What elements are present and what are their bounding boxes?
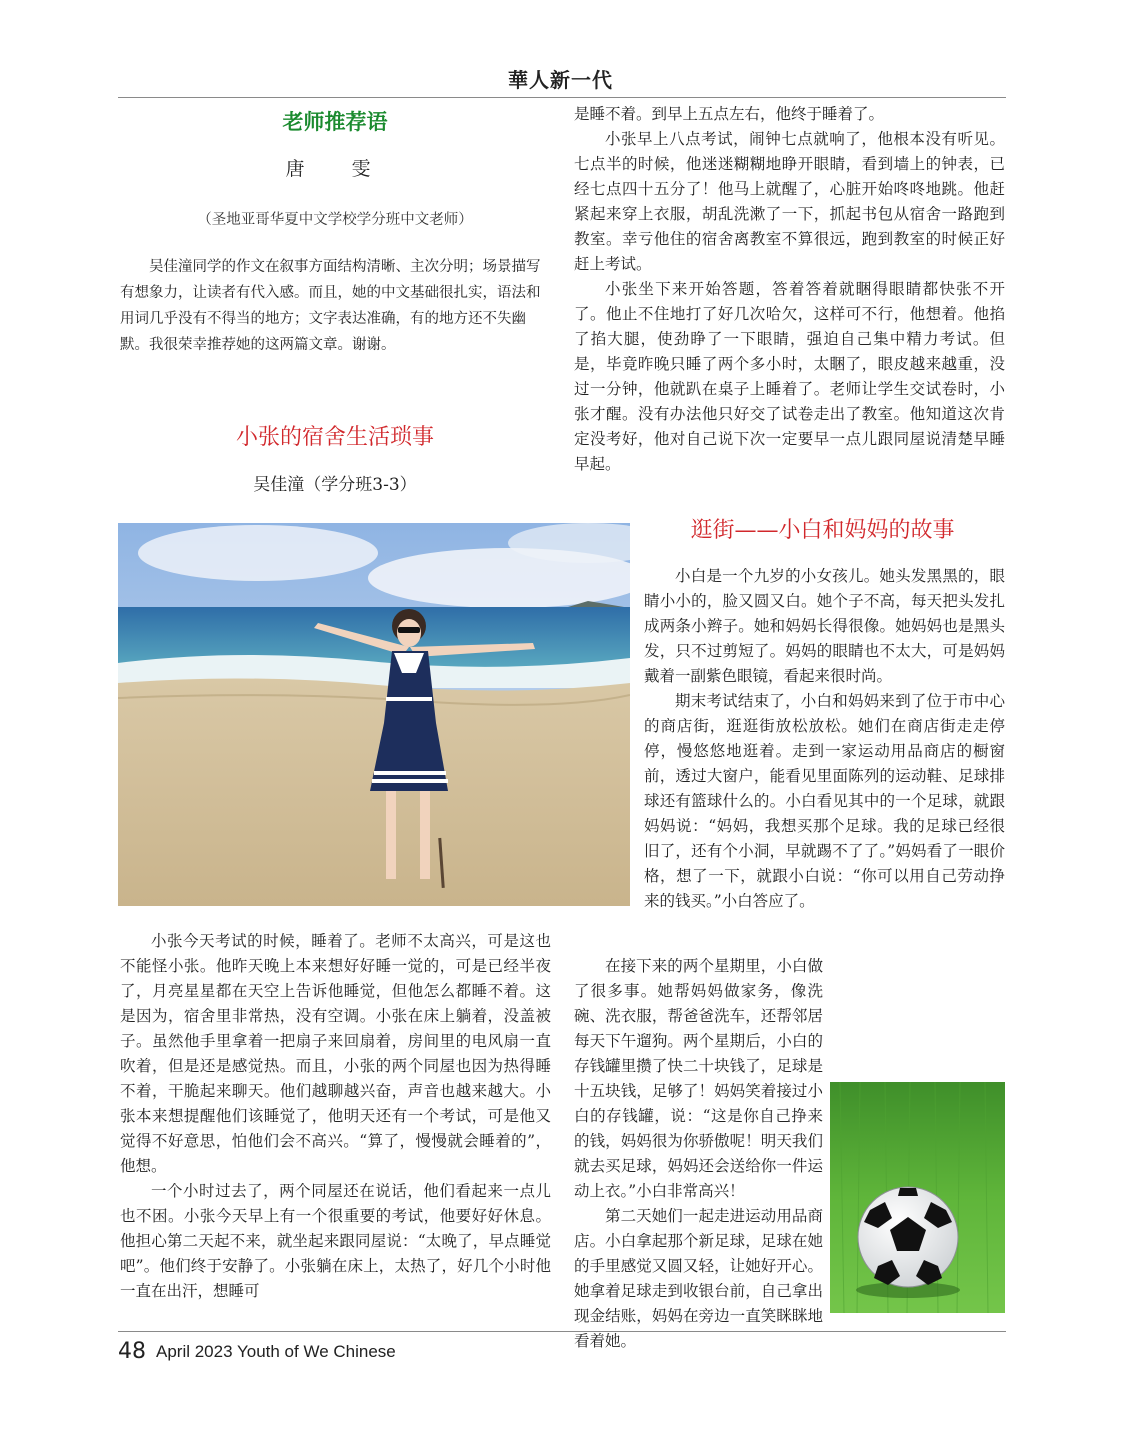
article1-paragraph: 小张坐下来开始答题，答着答着就睏得眼睛都快张不开了。他止不住地打了好几次哈欠，这样可不行，他想着。他掐了掐大腿，使劲睁了一下眼睛，强迫自己集中精力考试。但是，毕竟昨晚只睡了两个多小时，太睏了，眼皮越来越重，没过一分钟，他就趴在桌子上睡着了。老师让学生交试卷时，小张才醒。没有办法他只好交了试卷走出了教室。他知道这次肯定没考好，他对自己说下次一定要早一点儿跟同屋说清楚早睡早起。 bbox=[574, 280, 1005, 473]
footer-publication: April 2023 Youth of We Chinese bbox=[156, 1342, 396, 1361]
footer-rule bbox=[118, 1331, 1006, 1332]
article2-paragraph: 期末考试结束了，小白和妈妈来到了位于市中心的商店街，逛逛街放松放松。她们在商店街走走停停，慢悠悠地逛着。走到一家运动用品商店的橱窗前，透过大窗户，能看见里面陈列的运动鞋、足球排球还有篮球什么的。小白看见其中的一个足球，就跟妈妈说：“妈妈，我想买那个足球。我的足球已经很旧了，还有个小洞，早就踢不了了。”妈妈看了一眼价格，想了一下，就跟小白说：“你可以用自己劳动挣来的钱买。”小白答应了。 bbox=[644, 692, 1005, 910]
article1-right-column bbox=[574, 102, 1005, 477]
beach-photo bbox=[118, 523, 630, 906]
beach-photo-image bbox=[118, 523, 630, 906]
article1-paragraph: 小张早上八点考试，闹钟七点就响了，他根本没有听见。七点半的时候，他迷迷糊糊地睁开眼睛，看到墙上的钟表，已经七点四十五分了！他马上就醒了，心脏开始咚咚地跳。他赶紧起来穿上衣服，胡乱洗漱了一下，抓起书包从宿舍一路跑到教室。幸亏他住的宿舍离教室不算很远，跑到教室的时候正好赶上考试。 bbox=[574, 130, 1005, 273]
teacher-recommendation-body bbox=[120, 254, 550, 358]
teacher-recommendation-heading: 老师推荐语 bbox=[282, 110, 388, 134]
teacher-recommendation-text: 吴佳潼同学的作文在叙事方面结构清晰、主次分明；场景描写有想象力，让读者有代入感。而且，她的中文基础很扎实，语法和用词几乎没有不得当的地方；文字表达准确，有的地方还不失幽默。我很荣幸推荐她的这两篇文章。谢谢。 bbox=[120, 259, 541, 353]
article1-paragraph: 是睡不着。到早上五点左右，他终于睡着了。 bbox=[574, 105, 885, 123]
article2-title: 逛街——小白和妈妈的故事 bbox=[690, 518, 955, 543]
article1-paragraph: 小张今天考试的时候，睡着了。老师不太高兴，可是这也不能怪小张。他昨天晚上本来想好好睡一觉的，可是已经半夜了，月亮星星都在天空上告诉他睡觉，但他怎么都睡不着。这是因为，宿舍里非常热，没有空调。小张在床上躺着，没盖被子。虽然他手里拿着一把扇子来回扇着，房间里的电风扇一直吹着，但是还是感觉热。而且，小张的两个同屋也因为热得睡不着，干脆起来聊天。他们越聊越兴奋，声音也越来越大。小张本来想提醒他们该睡觉了，他明天还有一个考试，可是他又觉得不好意思，怕他们会不高兴。“算了，慢慢就会睡着的”，他想。 bbox=[120, 932, 551, 1175]
soccer-ball-photo bbox=[830, 1082, 1005, 1313]
article2-upper-column bbox=[644, 564, 1005, 914]
teacher-affiliation: （圣地亚哥华夏中文学校学分班中文老师） bbox=[197, 212, 473, 228]
article1-title: 小张的宿舍生活琐事 bbox=[235, 425, 434, 450]
magazine-header-title: 華人新一代 bbox=[508, 68, 613, 92]
article2-paragraph: 在接下来的两个星期里，小白做了很多事。她帮妈妈做家务，像洗碗、洗衣服，帮爸爸洗车，还帮邻居每天下午遛狗。两个星期后，小白的存钱罐里攒了快二十块钱了，足球是十五块钱，足够了！妈妈笑着接过小白的存钱罐，说：“这是你自己挣来的钱，妈妈很为你骄傲呢！明天我们就去买足球，妈妈还会送给你一件运动上衣。”小白非常高兴！ bbox=[574, 957, 823, 1200]
header-rule bbox=[118, 97, 1006, 98]
article1-left-column bbox=[120, 929, 551, 1304]
article2-paragraph: 第二天她们一起走进运动用品商店。小白拿起那个新足球，足球在她的手里感觉又圆又轻，让她好开心。她拿着足球走到收银台前，自己拿出现金结账，妈妈在旁边一直笑眯眯地看着她。 bbox=[574, 1207, 823, 1350]
article1-author: 吴佳潼（学分班3-3） bbox=[253, 475, 417, 495]
article2-paragraph: 小白是一个九岁的小女孩儿。她头发黑黑的，眼睛小小的，脸又圆又白。她个子不高，每天把头发扎成两条小辫子。她和妈妈长得很像。她妈妈也是黑头发，只不过剪短了。妈妈的眼睛也不太大，可是妈妈戴着一副紫色眼镜，看起来很时尚。 bbox=[644, 567, 1005, 685]
teacher-name: 唐 雯 bbox=[285, 158, 385, 180]
page-number: 48 bbox=[118, 1339, 146, 1364]
soccer-ball-image bbox=[830, 1082, 1005, 1313]
article1-paragraph: 一个小时过去了，两个同屋还在说话，他们看起来一点儿也不困。小张今天早上有一个很重要的考试，他要好好休息。他担心第二天起不来，就坐起来跟同屋说：“太晚了，早点睡觉吧”。他们终于安静了。小张躺在床上，太热了，好几个小时他一直在出汗，想睡可 bbox=[120, 1182, 551, 1300]
